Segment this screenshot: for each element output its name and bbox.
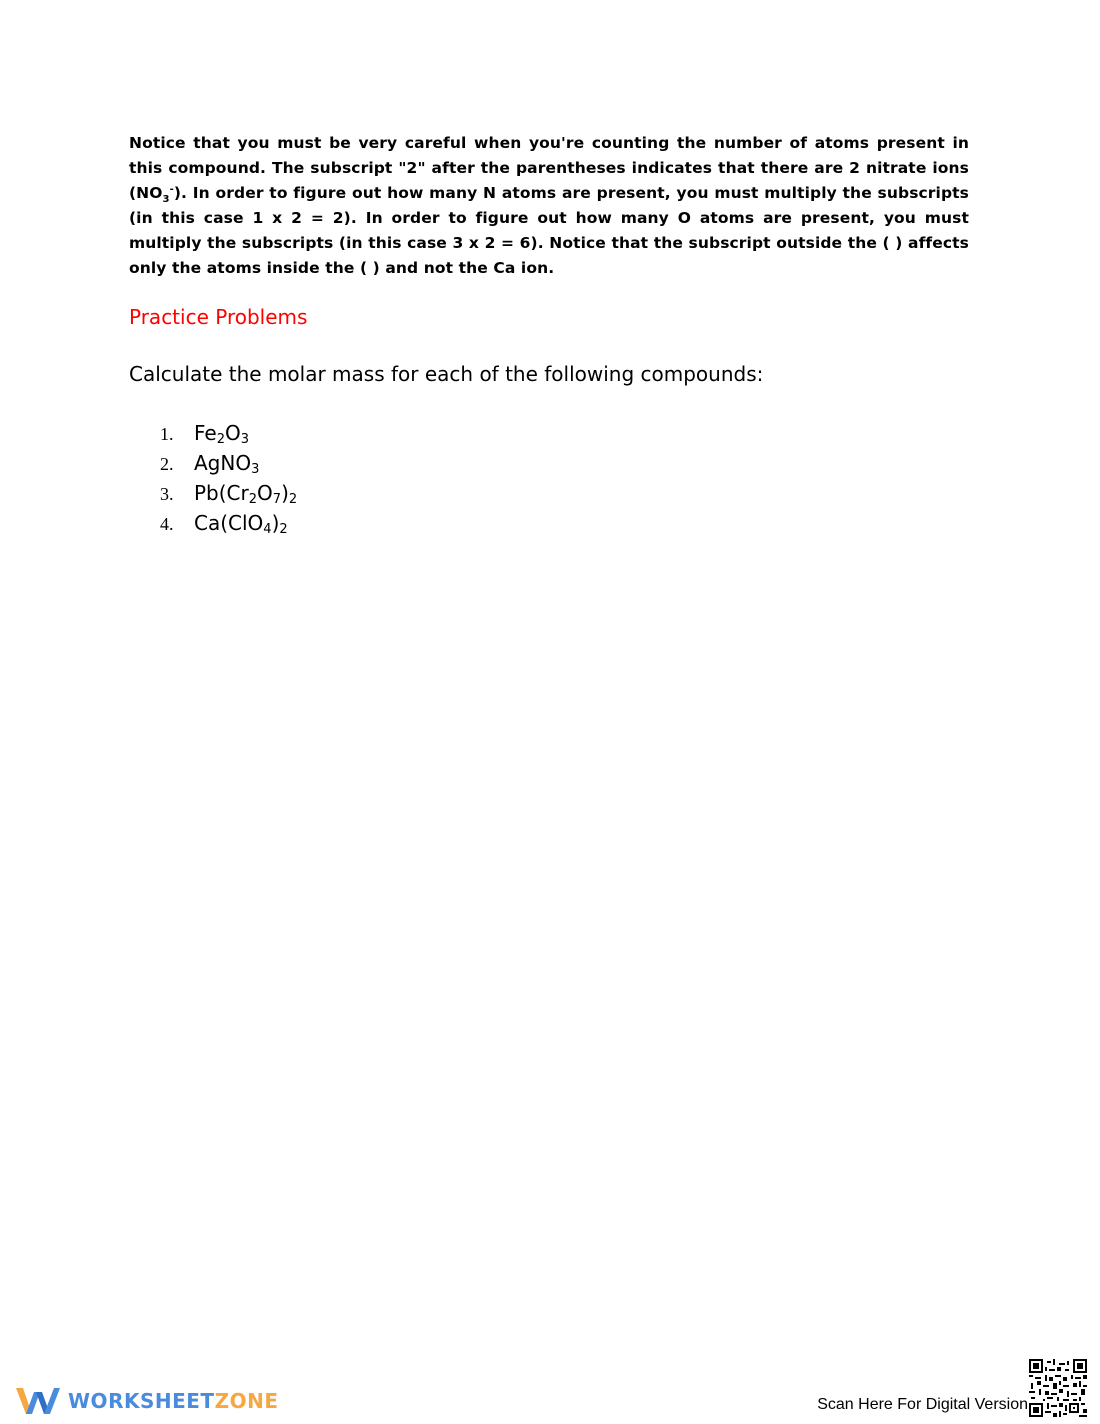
formula-subscript: 7 (272, 492, 282, 507)
formula-subscript: 2 (288, 492, 298, 507)
logo-w-icon (14, 1384, 60, 1418)
problem-item (160, 418, 297, 448)
formula-part: O (257, 481, 273, 505)
problem-item (160, 448, 297, 478)
intro-text-2: ). In order to figure out how many N atoms are present, you must multiply the subscripts (in this case 1 x 2 = 2). In order to figure out how many O atoms are present, you must multiply the subscripts (in this case 3 x 2 = 6). Notice that the subscript outside the ( ) affects only the atoms inside the ( ) and not the Ca ion. (129, 184, 969, 277)
logo-word-zone: ZONE (214, 1389, 279, 1413)
formula-part: O (225, 421, 241, 445)
formula-part: AgNO (194, 451, 252, 475)
problem-formula (194, 478, 297, 508)
logo-wordmark (68, 1389, 278, 1413)
intro-text-1: Notice that you must be very careful when you're counting the number of atoms present in this compound. The subscript "2" after the parentheses indicates that there are 2 nitrate ions (NO (129, 134, 969, 202)
problem-number: 4. (160, 514, 174, 534)
problem-prompt: Calculate the molar mass for each of the following compounds: (129, 362, 764, 386)
problem-number: 1. (160, 424, 174, 444)
formula-subscript: 3 (240, 432, 250, 447)
problem-formula (194, 418, 249, 448)
formula-part: ) (271, 511, 280, 535)
formula-part: Pb(Cr (194, 481, 249, 505)
logo-word-worksheet: WORKSHEET (68, 1389, 215, 1413)
problem-number: 3. (160, 484, 174, 504)
intro-paragraph (129, 131, 969, 281)
formula-part: Fe (194, 421, 217, 445)
scan-caption: Scan Here For Digital Version (817, 1396, 1028, 1413)
problem-formula (194, 448, 259, 478)
formula-subscript: 3 (251, 462, 260, 477)
problem-item (160, 508, 297, 538)
qr-code-icon[interactable] (1029, 1359, 1087, 1417)
formula-part: Ca(ClO (194, 511, 264, 535)
formula-subscript: 2 (279, 522, 288, 537)
formula-subscript: 4 (263, 522, 272, 537)
formula-subscript: 2 (248, 492, 258, 507)
section-title: Practice Problems (129, 305, 308, 329)
worksheetzone-logo[interactable] (14, 1384, 278, 1418)
problem-number: 2. (160, 454, 174, 474)
formula-part: ) (281, 481, 289, 505)
formula-subscript: 2 (216, 432, 225, 447)
problem-formula (194, 508, 288, 538)
intro-subscript: 3 (162, 194, 170, 206)
problem-item (160, 478, 297, 508)
intro-superscript: - (169, 183, 174, 195)
problem-list (160, 418, 297, 538)
